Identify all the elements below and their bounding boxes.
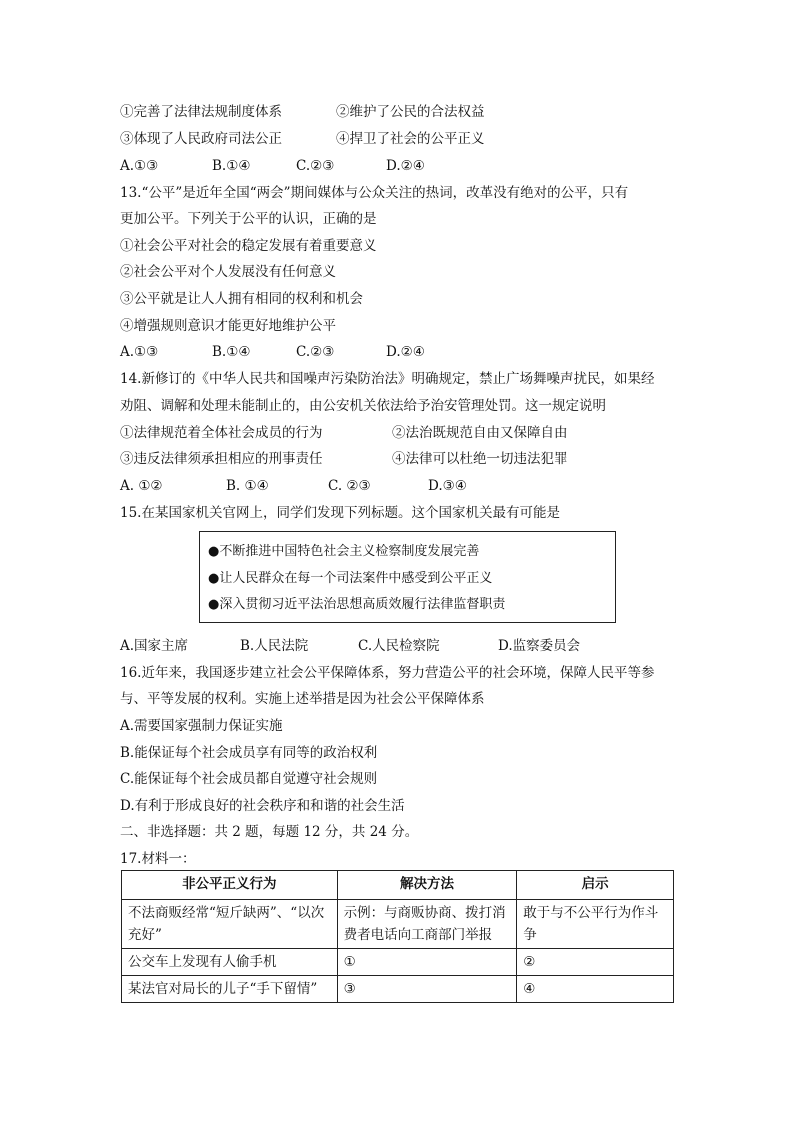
q15-option-a: A.国家主席: [120, 638, 189, 654]
q14-option-a: A. ①②: [120, 478, 163, 494]
q16-option-c: C.能保证每个社会成员都自觉遵守社会规则: [120, 771, 378, 787]
q16-stem-line-2: 与、平等发展的权利。实施上述举措是因为社会公平保障体系: [120, 691, 485, 707]
q13-stem-line-2: 更加公平。下列关于公平的认识，正确的是: [120, 211, 377, 227]
q16-option-b: B.能保证每个社会成员享有同等的政治权利: [120, 745, 378, 761]
table-cell-solution: ③: [337, 976, 517, 1003]
q14-statement-3: ③违反法律须承担相应的刑事责任: [120, 451, 323, 467]
q15-headline-box: [199, 531, 616, 623]
q16-option-d: D.有利于形成良好的社会秩序和和谐的社会生活: [120, 798, 405, 814]
q13-option-c: C.②③: [296, 344, 335, 360]
q14-option-d: D.③④: [428, 478, 467, 494]
q13-option-b: B.①④: [212, 344, 251, 360]
q15-headline-2: ●让人民群众在每一个司法案件中感受到公平正义: [208, 571, 493, 586]
q13-option-d: D.②④: [386, 344, 425, 360]
q15-option-c: C.人民检察院: [358, 638, 440, 654]
q15-stem: 15.在某国家机关官网上，同学们发现下列标题。这个国家机关最有可能是: [120, 505, 560, 521]
q13-statement-4: ④增强规则意识才能更好地维护公平: [120, 318, 336, 334]
table-cell-insight: ④: [517, 976, 674, 1003]
table-header-insight: 启示: [517, 871, 674, 900]
q14-option-c: C. ②③: [328, 478, 371, 494]
table-row: [122, 949, 674, 976]
q12-option-b: B.①④: [212, 158, 251, 174]
table-cell-behavior: 某法官对局长的儿子“手下留情”: [122, 976, 338, 1003]
q16-option-a: A.需要国家强制力保证实施: [120, 718, 283, 734]
q14-stem-line-1: 14.新修订的《中华人民共和国噪声污染防治法》明确规定，禁止广场舞噪声扰民，如果经: [120, 371, 655, 387]
q13-statement-3: ③公平就是让人人拥有相同的权利和机会: [120, 291, 363, 307]
table-header-row: [122, 871, 674, 900]
q16-stem-line-1: 16.近年来，我国逐步建立社会公平保障体系，努力营造公平的社会环境，保障人民平等参: [120, 665, 655, 681]
table-header-solution: 解决方法: [337, 871, 517, 900]
section-2-heading: 二、非选择题：共 2 题，每题 12 分，共 24 分。: [120, 824, 419, 840]
table-cell-insight: 敢于与不公平行为作斗争: [517, 900, 674, 949]
table-cell-behavior: 公交车上发现有人偷手机: [122, 949, 338, 976]
q15-headline-1: ●不断推进中国特色社会主义检察制度发展完善: [208, 544, 480, 559]
q12-option-a: A.①③: [120, 158, 159, 174]
q15-option-d: D.监察委员会: [498, 638, 581, 654]
q13-stem-line-1: 13.“公平”是近年全国“两会”期间媒体与公众关注的热词，改革没有绝对的公平，只有: [120, 185, 629, 201]
q14-option-b: B. ①④: [226, 478, 269, 494]
q12-statement-1: ①完善了法律法规制度体系: [120, 104, 282, 120]
q13-statement-1: ①社会公平对社会的稳定发展有着重要意义: [120, 238, 377, 254]
q12-statement-2: ②维护了公民的合法权益: [336, 104, 485, 120]
q12-statement-4: ④捍卫了社会的公平正义: [336, 131, 485, 147]
q17-label: 17.材料一：: [120, 851, 196, 867]
table-cell-solution: ①: [337, 949, 517, 976]
table-header-behavior: 非公平正义行为: [122, 871, 338, 900]
q13-statement-2: ②社会公平对个人发展没有任何意义: [120, 264, 336, 280]
q12-option-d: D.②④: [386, 158, 425, 174]
q14-stem-line-2: 劝阻、调解和处理未能制止的，由公安机关依法给予治安管理处罚。这一规定说明: [120, 398, 606, 414]
q17-material-table: [121, 870, 674, 1003]
q14-statement-4: ④法律可以杜绝一切违法犯罪: [392, 451, 568, 467]
table-cell-behavior: 不法商贩经常“短斤缺两”、“以次充好”: [122, 900, 338, 949]
q15-option-b: B.人民法院: [240, 638, 309, 654]
q13-option-a: A.①③: [120, 344, 159, 360]
q12-option-c: C.②③: [296, 158, 335, 174]
table-row: [122, 900, 674, 949]
q15-headline-3: ●深入贯彻习近平法治思想高质效履行法律监督职责: [208, 597, 506, 612]
table-cell-insight: ②: [517, 949, 674, 976]
table-cell-solution: 示例：与商贩协商、拨打消费者电话向工商部门举报: [337, 900, 517, 949]
q14-statement-2: ②法治既规范自由又保障自由: [392, 425, 568, 441]
q14-statement-1: ①法律规范着全体社会成员的行为: [120, 425, 323, 441]
q12-statement-3: ③体现了人民政府司法公正: [120, 131, 282, 147]
table-row: [122, 976, 674, 1003]
